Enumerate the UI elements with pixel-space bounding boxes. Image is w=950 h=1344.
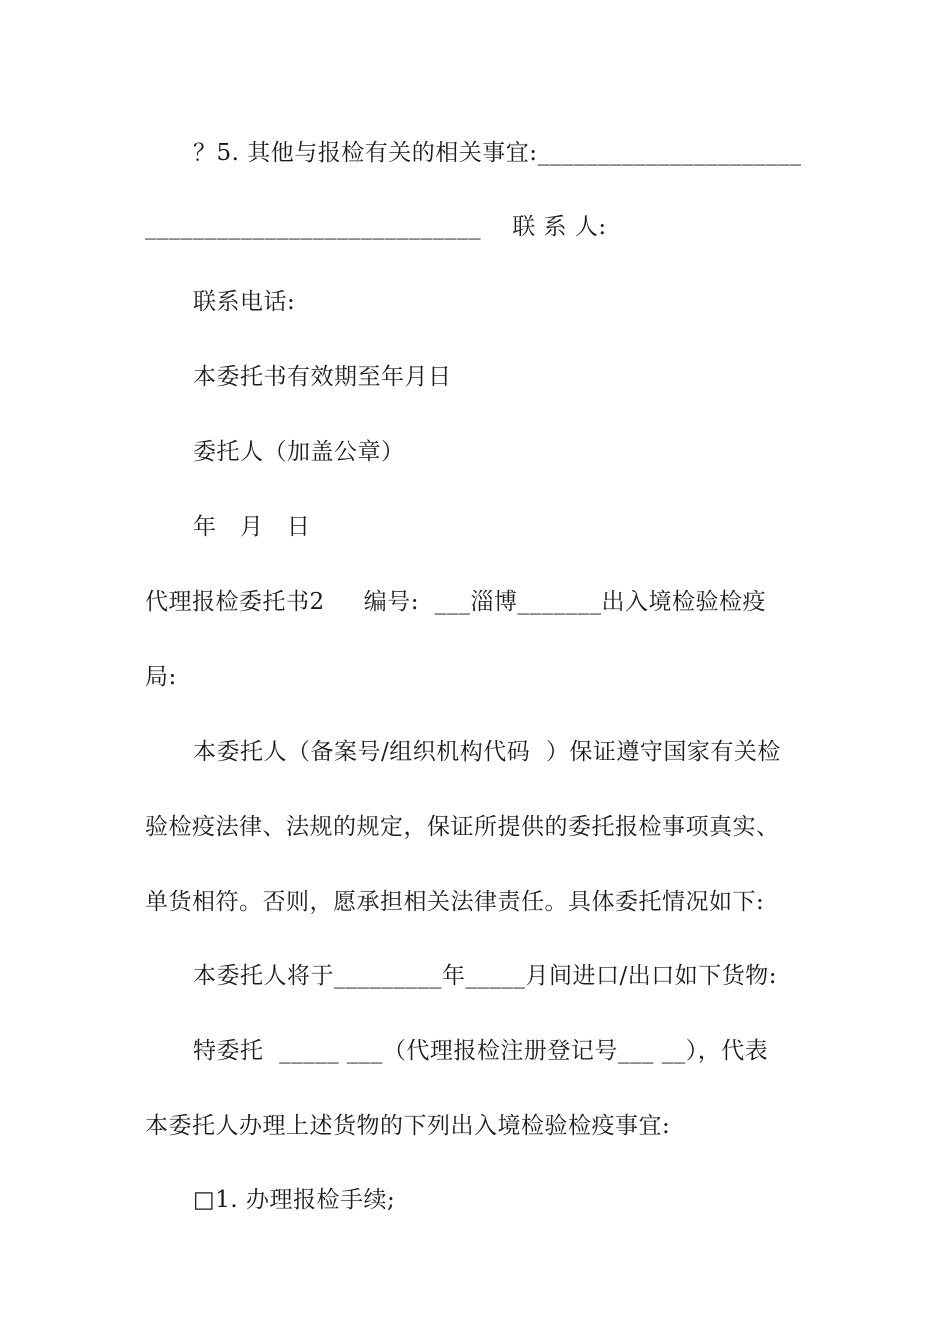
contact-person-line: ____________________________ 联 系 人: <box>145 214 607 240</box>
goods-import-export-line: 本委托人将于_________年_____月间进口/出口如下货物: <box>193 963 777 989</box>
entrust-agent-line: 特委托 _____ ___（代理报检注册登记号___ __），代表 <box>193 1038 769 1064</box>
paragraph-line-3: 单货相符。否则，愿承担相关法律责任。具体委托情况如下: <box>145 889 765 915</box>
date-line: 年 月 日 <box>193 514 311 540</box>
item-1-inspection-procedures: □1. 办理报检手续; <box>193 1187 396 1213</box>
entrust-matters-line: 本委托人办理上述货物的下列出入境检验检疫事宜: <box>145 1113 671 1139</box>
principal-seal-line: 委托人（加盖公章） <box>193 439 405 465</box>
validity-line: 本委托书有效期至年月日 <box>193 364 452 390</box>
item-5-other-matters: ？5. 其他与报检有关的相关事宜:______________________ <box>193 140 802 166</box>
paragraph-line-1: 本委托人（备案号/组织机构代码 ）保证遵守国家有关检 <box>193 739 781 765</box>
paragraph-line-2: 验检疫法律、法规的规定，保证所提供的委托报检事项真实、 <box>145 814 780 840</box>
document-title-line: 代理报检委托书2 编号: ___淄博_______出入境检验检疫 <box>145 589 767 615</box>
bureau-line: 局: <box>145 664 177 690</box>
contact-phone-line: 联系电话: <box>193 289 296 315</box>
